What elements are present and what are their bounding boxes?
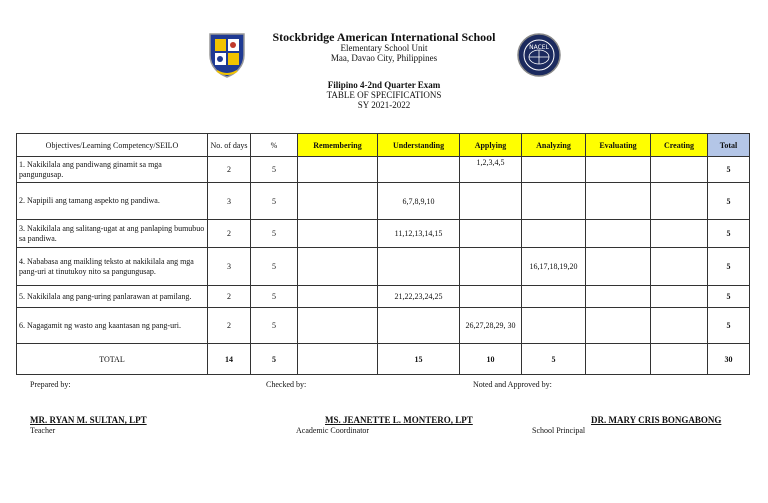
total-cell: 5 [708,183,750,220]
total-percent: 5 [251,344,298,375]
school-address: Maa, Davao City, Philippines [330,53,438,63]
header-total: Total [708,134,750,157]
header-evaluating: Evaluating [586,134,651,157]
table-row [17,248,750,286]
total-remembering [298,344,378,375]
noted-by-name: DR. MARY CRIS BONGABONG [591,415,722,425]
table-row [17,308,750,344]
total-analyzing: 5 [522,344,586,375]
percent-cell: 5 [251,248,298,286]
analyzing-cell [522,220,586,248]
days-cell: 2 [208,286,251,308]
total-days: 14 [208,344,251,375]
understanding-cell [378,157,460,183]
analyzing-cell [522,157,586,183]
creating-cell [651,157,708,183]
nacel-logo-text: NACEL [529,44,549,51]
total-overall: 30 [708,344,750,375]
analyzing-cell: 16,17,18,19,20 [522,248,586,286]
school-year: SY 2021-2022 [357,100,411,110]
evaluating-cell [586,286,651,308]
specifications-table [16,133,750,375]
school-unit: Elementary School Unit [340,43,428,53]
applying-cell [460,220,522,248]
applying-cell [460,286,522,308]
creating-cell [651,248,708,286]
table-row [17,286,750,308]
objective-cell: 1. Nakikilala ang pandiwang ginamit sa mga pangungusap. [17,157,208,183]
total-understanding: 15 [378,344,460,375]
remembering-cell [298,157,378,183]
total-cell: 5 [708,220,750,248]
checked-by-label: Checked by: [266,380,307,389]
total-creating [651,344,708,375]
header-remembering: Remembering [298,134,378,157]
header-analyzing: Analyzing [522,134,586,157]
table-row [17,220,750,248]
analyzing-cell [522,183,586,220]
percent-cell: 5 [251,183,298,220]
prepared-by-label: Prepared by: [30,380,71,389]
total-row [17,344,750,375]
evaluating-cell [586,308,651,344]
creating-cell [651,286,708,308]
total-label: TOTAL [17,344,208,375]
prepared-by-role: Teacher [30,426,56,435]
checked-by-role: Academic Coordinator [296,426,370,435]
creating-cell [651,220,708,248]
creating-cell [651,183,708,220]
total-cell: 5 [708,248,750,286]
table-row [17,157,750,183]
evaluating-cell [586,220,651,248]
school-name: Stockbridge American International School [272,30,496,44]
analyzing-cell [522,286,586,308]
days-cell: 2 [208,308,251,344]
objective-cell: 3. Nakikilala ang salitang-ugat at ang panlaping bumubuo sa pandiwa. [17,220,208,248]
understanding-cell: 11,12,13,14,15 [378,220,460,248]
understanding-cell: 6,7,8,9,10 [378,183,460,220]
percent-cell: 5 [251,286,298,308]
percent-cell: 5 [251,220,298,248]
applying-cell [460,183,522,220]
checked-by-name: MS. JEANETTE L. MONTERO, LPT [325,415,473,425]
table-header-row [17,134,750,157]
header-creating: Creating [651,134,708,157]
percent-cell: 5 [251,308,298,344]
understanding-cell [378,248,460,286]
days-cell: 2 [208,220,251,248]
objective-cell: 5. Nakikilala ang pang-uring panlarawan at pamilang. [17,286,208,308]
objective-cell: 4. Nababasa ang maikling teksto at nakikilala ang mga pang-uri at tinutukoy nito sa pangungusap. [17,248,208,286]
total-cell: 5 [708,308,750,344]
objective-cell: 2. Napipili ang tamang aspekto ng pandiwa. [17,183,208,220]
evaluating-cell [586,183,651,220]
header-days: No. of days [208,134,251,157]
objective-cell: 6. Nagagamit ng wasto ang kaantasan ng pang-uri. [17,308,208,344]
days-cell: 3 [208,248,251,286]
percent-cell: 5 [251,157,298,183]
noted-by-role: School Principal [532,426,586,435]
exam-title: Filipino 4-2nd Quarter Exam [327,80,441,90]
applying-cell [460,248,522,286]
days-cell: 2 [208,157,251,183]
remembering-cell [298,286,378,308]
applying-cell: 26,27,28,29, 30 [460,308,522,344]
applying-cell: 1,2,3,4,5 [460,157,522,183]
header-applying: Applying [460,134,522,157]
remembering-cell [298,220,378,248]
evaluating-cell [586,157,651,183]
days-cell: 3 [208,183,251,220]
total-cell: 5 [708,286,750,308]
understanding-cell: 21,22,23,24,25 [378,286,460,308]
remembering-cell [298,308,378,344]
tos-title: TABLE OF SPECIFICATIONS [326,90,442,100]
total-applying: 10 [460,344,522,375]
analyzing-cell [522,308,586,344]
prepared-by-name: MR. RYAN M. SULTAN, LPT [30,415,147,425]
creating-cell [651,308,708,344]
header-objectives: Objectives/Learning Competency/SEILO [17,134,208,157]
total-evaluating [586,344,651,375]
header-understanding: Understanding [378,134,460,157]
understanding-cell [378,308,460,344]
total-cell: 5 [708,157,750,183]
remembering-cell [298,183,378,220]
evaluating-cell [586,248,651,286]
noted-by-label: Noted and Approved by: [473,380,552,389]
header-percent: % [251,134,298,157]
table-row [17,183,750,220]
remembering-cell [298,248,378,286]
